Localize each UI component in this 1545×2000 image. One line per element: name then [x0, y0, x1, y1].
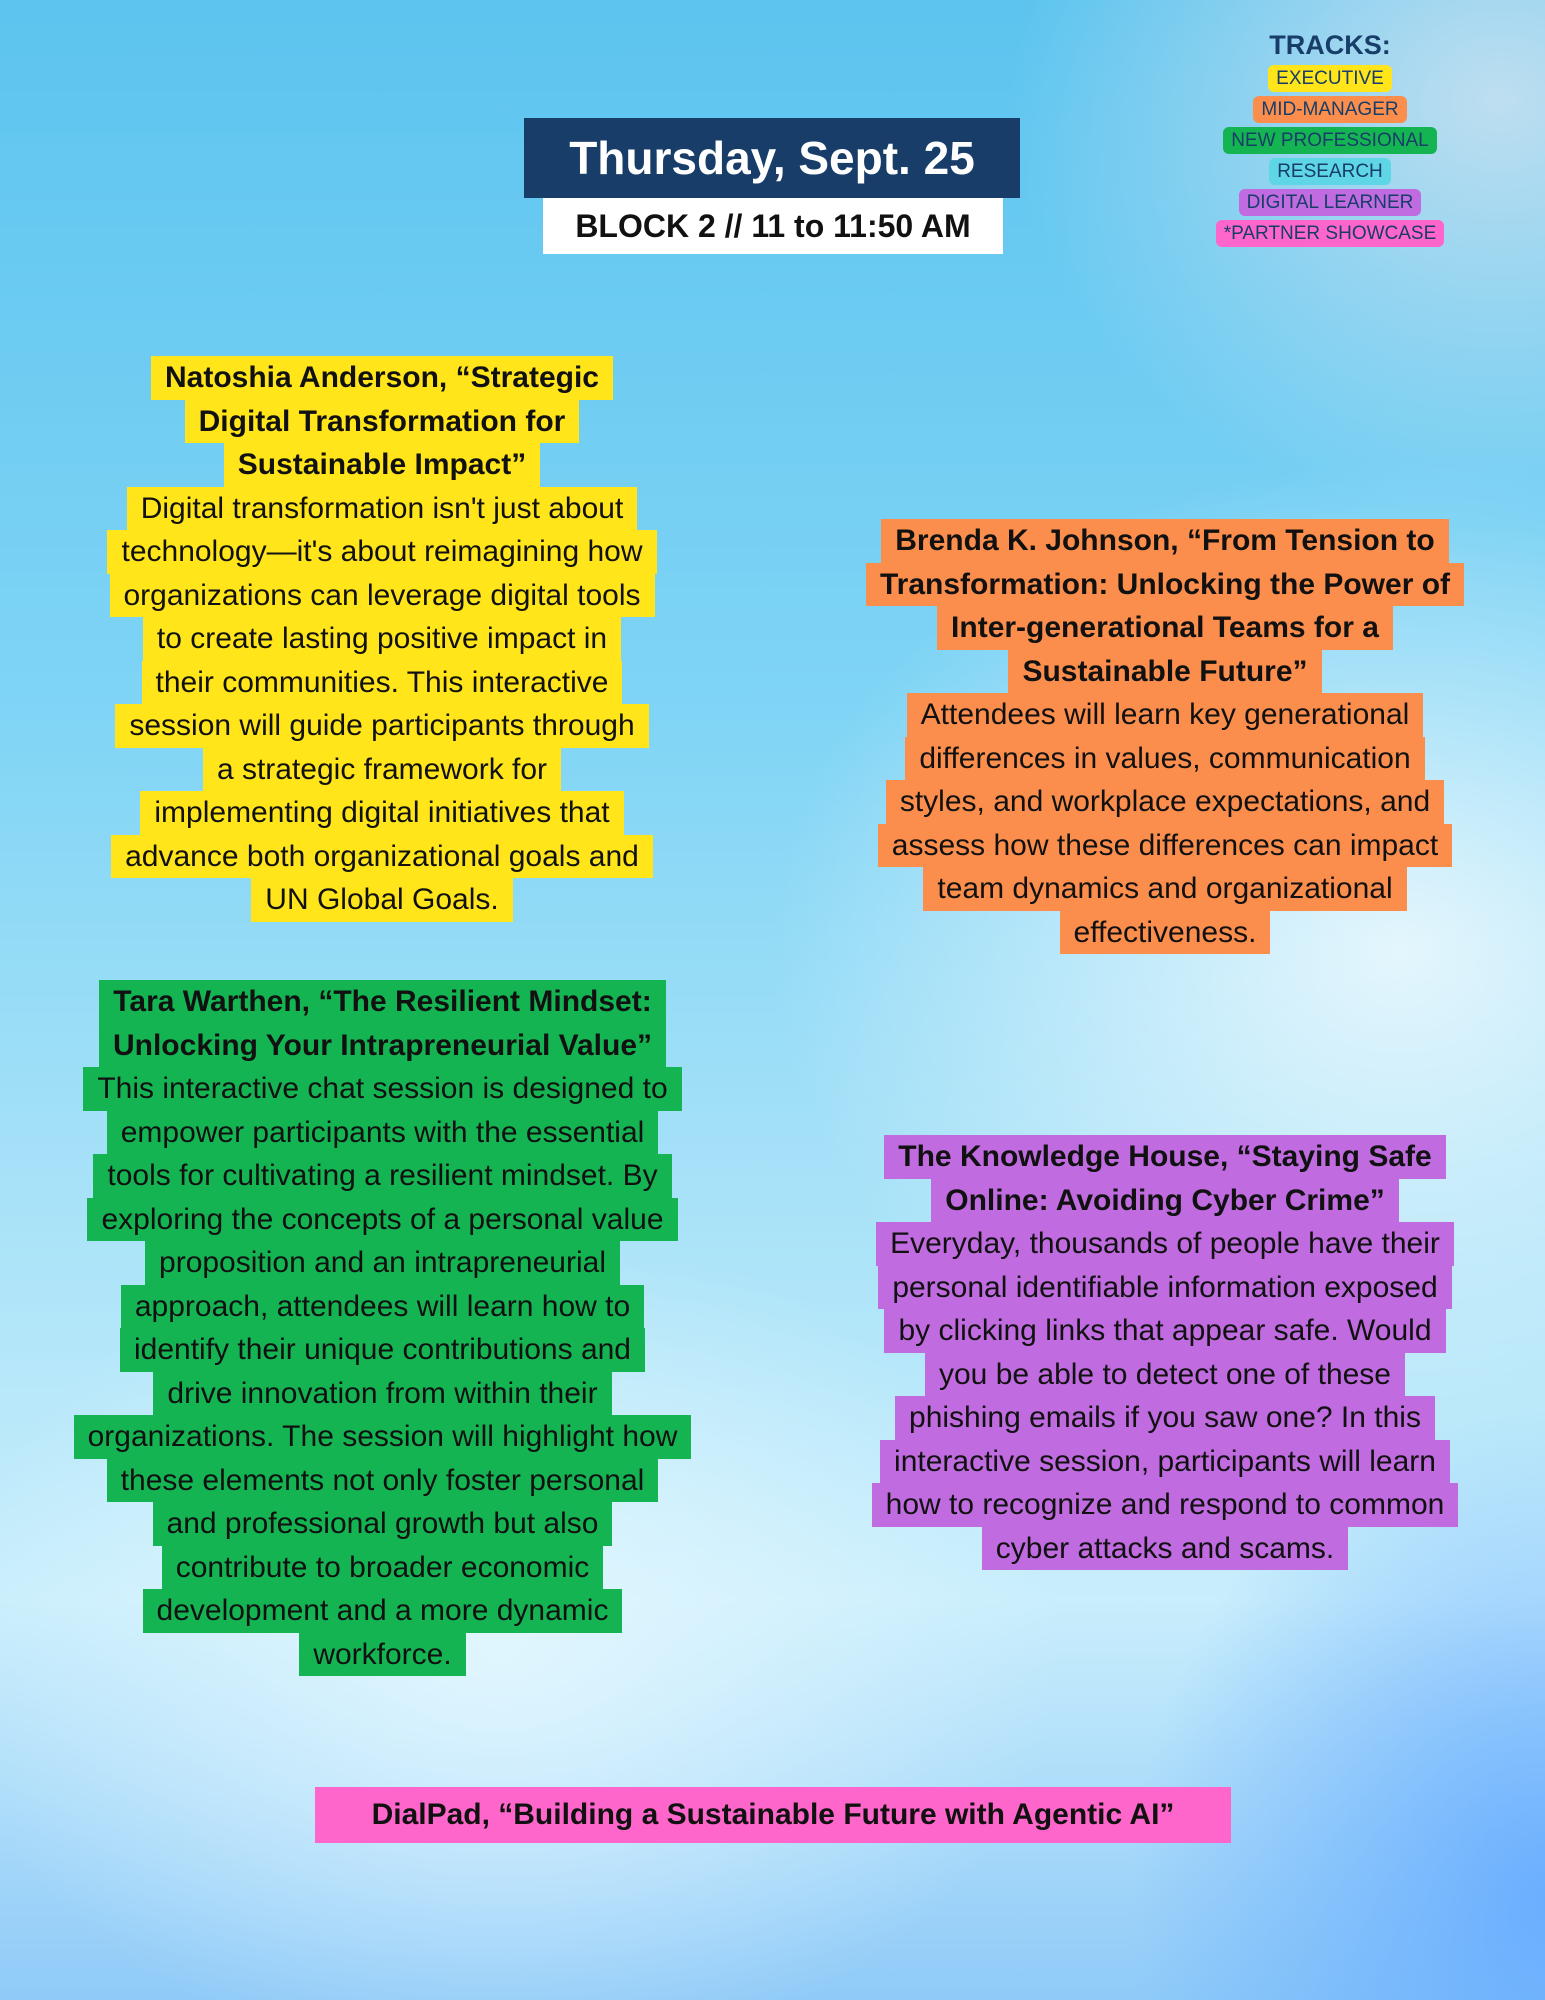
session-description-line: team dynamics and organizational: [923, 867, 1406, 911]
session-description-line: implementing digital initiatives that: [140, 791, 623, 835]
track-partner-showcase: *PARTNER SHOWCASE: [1216, 220, 1445, 247]
session-description: [820, 1222, 1510, 1570]
session-description-line: how to recognize and respond to common: [872, 1483, 1459, 1527]
session-description-line: advance both organizational goals and: [111, 835, 653, 879]
session-description-line: technology—it's about reimagining how: [107, 530, 656, 574]
track-executive: EXECUTIVE: [1268, 65, 1392, 92]
session-description-line: organizations. The session will highlight how: [74, 1415, 692, 1459]
session-description-line: phishing emails if you saw one? In this: [895, 1396, 1435, 1440]
session-warthen: [30, 980, 735, 1676]
session-description-line: you be able to detect one of these: [925, 1353, 1405, 1397]
session-title-line: Sustainable Future”: [1008, 650, 1321, 694]
session-description-line: interactive session, participants will learn: [880, 1440, 1450, 1484]
session-description-line: styles, and workplace expectations, and: [886, 780, 1444, 824]
partner-showcase-session: DialPad, “Building a Sustainable Future with Agentic AI”: [315, 1787, 1231, 1843]
session-description-line: effectiveness.: [1060, 911, 1271, 955]
session-description-line: organizations can leverage digital tools: [110, 574, 655, 618]
track-research: RESEARCH: [1269, 158, 1391, 185]
session-title: [820, 519, 1510, 693]
session-description: [62, 487, 702, 922]
session-title-line: Online: Avoiding Cyber Crime”: [931, 1179, 1399, 1223]
session-description-line: personal identifiable information exposed: [878, 1266, 1451, 1310]
session-description-line: contribute to broader economic: [162, 1546, 604, 1590]
session-title: [62, 356, 702, 487]
session-title-line: Brenda K. Johnson, “From Tension to: [881, 519, 1448, 563]
session-description-line: identify their unique contributions and: [120, 1328, 645, 1372]
session-title-line: Transformation: Unlocking the Power of: [866, 563, 1464, 607]
session-description-line: by clicking links that appear safe. Would: [884, 1309, 1445, 1353]
session-description-line: proposition and an intrapreneurial: [145, 1241, 620, 1285]
session-description-line: to create lasting positive impact in: [143, 617, 621, 661]
date-heading: Thursday, Sept. 25: [524, 118, 1020, 198]
session-description-line: This interactive chat session is designed to: [83, 1067, 681, 1111]
session-description: [30, 1067, 735, 1676]
session-johnson: [820, 519, 1510, 954]
session-description-line: differences in values, communication: [905, 737, 1424, 781]
session-title-line: Natoshia Anderson, “Strategic: [151, 356, 613, 400]
tracks-legend: [1180, 30, 1480, 251]
session-description-line: empower participants with the essential: [107, 1111, 659, 1155]
session-title-line: Sustainable Impact”: [224, 443, 540, 487]
session-description-line: their communities. This interactive: [142, 661, 623, 705]
session-knowledge-house: [820, 1135, 1510, 1570]
session-title-line: Inter-generational Teams for a: [937, 606, 1393, 650]
session-anderson: [62, 356, 702, 922]
session-description-line: assess how these differences can impact: [878, 824, 1452, 868]
session-description-line: and professional growth but also: [153, 1502, 613, 1546]
track-new-professional: NEW PROFESSIONAL: [1223, 127, 1436, 154]
block-time-label: BLOCK 2 // 11 to 11:50 AM: [543, 198, 1003, 254]
session-description-line: Everyday, thousands of people have their: [876, 1222, 1454, 1266]
session-description-line: UN Global Goals.: [251, 878, 512, 922]
session-title-line: The Knowledge House, “Staying Safe: [884, 1135, 1445, 1179]
session-title-line: Tara Warthen, “The Resilient Mindset:: [99, 980, 665, 1024]
session-description-line: tools for cultivating a resilient mindset. By: [93, 1154, 671, 1198]
session-description-line: these elements not only foster personal: [107, 1459, 659, 1503]
session-description-line: workforce.: [299, 1633, 465, 1677]
session-description-line: a strategic framework for: [203, 748, 561, 792]
tracks-title: TRACKS:: [1269, 30, 1391, 60]
session-description-line: development and a more dynamic: [143, 1589, 623, 1633]
session-description-line: Digital transformation isn't just about: [127, 487, 638, 531]
session-description-line: drive innovation from within their: [153, 1372, 611, 1416]
session-title: [30, 980, 735, 1067]
session-description-line: approach, attendees will learn how to: [121, 1285, 644, 1329]
session-title-line: Digital Transformation for: [185, 400, 580, 444]
session-description-line: Attendees will learn key generational: [907, 693, 1424, 737]
session-title: [820, 1135, 1510, 1222]
session-description-line: session will guide participants through: [115, 704, 648, 748]
track-digital-learner: DIGITAL LEARNER: [1239, 189, 1422, 216]
session-description-line: exploring the concepts of a personal value: [87, 1198, 677, 1242]
session-title-line: Unlocking Your Intrapreneurial Value”: [99, 1024, 666, 1068]
session-description: [820, 693, 1510, 954]
track-mid-manager: MID-MANAGER: [1253, 96, 1406, 123]
session-description-line: cyber attacks and scams.: [982, 1527, 1348, 1571]
